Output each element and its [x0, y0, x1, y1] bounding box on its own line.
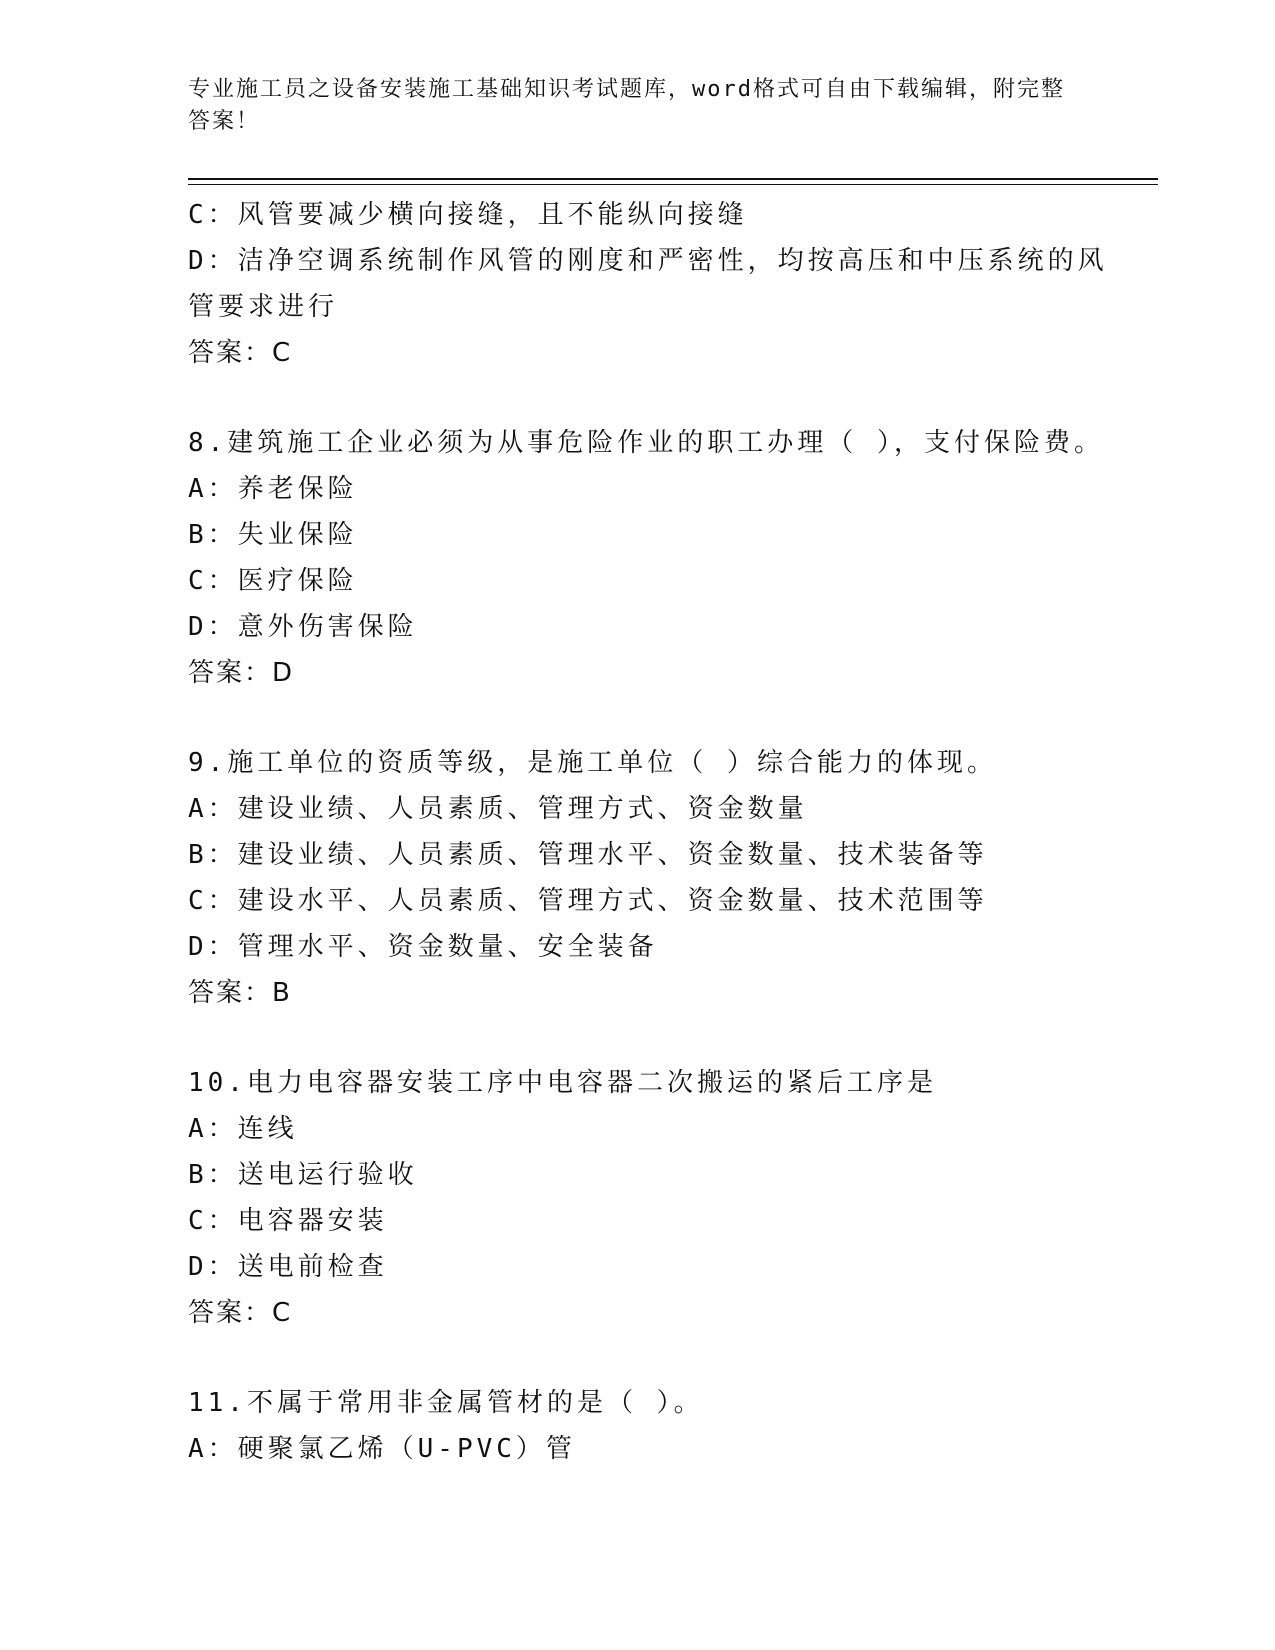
question-9	[188, 740, 1088, 1016]
spacer	[188, 696, 1088, 740]
option-d: D：管理水平、资金数量、安全装备	[188, 932, 658, 962]
question-8	[188, 420, 1104, 696]
header-divider-thick	[188, 178, 1158, 180]
option-a: A：建设业绩、人员素质、管理方式、资金数量	[188, 794, 808, 824]
option-a: A：硬聚氯乙烯（U-PVC）管	[188, 1434, 576, 1464]
option-d-line-2: 管要求进行	[188, 292, 339, 322]
option-b: B：失业保险	[188, 520, 358, 550]
option-a: A：养老保险	[188, 474, 358, 504]
option-d-line-1: D：洁净空调系统制作风管的刚度和严密性，均按高压和中压系统的风	[188, 246, 1108, 276]
spacer	[188, 1336, 1088, 1380]
question-stem: 10.电力电容器安装工序中电容器二次搬运的紧后工序是	[188, 1068, 937, 1098]
question-list	[188, 192, 1108, 1472]
answer: 答案：B	[188, 978, 292, 1008]
question-stem: 9.施工单位的资质等级，是施工单位（ ）综合能力的体现。	[188, 748, 997, 778]
document-header: 专业施工员之设备安装施工基础知识考试题库，word格式可自由下载编辑，附完整答案！	[188, 77, 1065, 134]
option-d: D：意外伤害保险	[188, 612, 418, 642]
option-d: D：送电前检查	[188, 1252, 388, 1282]
question-10	[188, 1060, 1088, 1336]
option-c: C：建设水平、人员素质、管理方式、资金数量、技术范围等	[188, 886, 988, 916]
question-11	[188, 1380, 1088, 1472]
option-c: C：风管要减少横向接缝，且不能纵向接缝	[188, 200, 748, 230]
question-7-tail	[188, 192, 1108, 376]
option-b: B：送电运行验收	[188, 1160, 418, 1190]
option-c: C：医疗保险	[188, 566, 358, 596]
question-stem: 8.建筑施工企业必须为从事危险作业的职工办理（ ），支付保险费。	[188, 428, 1104, 458]
spacer	[188, 376, 1088, 420]
spacer	[188, 1016, 1088, 1060]
header-divider-thin	[188, 184, 1158, 185]
question-stem: 11.不属于常用非金属管材的是（ ）。	[188, 1388, 704, 1418]
option-b: B：建设业绩、人员素质、管理水平、资金数量、技术装备等	[188, 840, 988, 870]
option-c: C：电容器安装	[188, 1206, 388, 1236]
option-a: A：连线	[188, 1114, 298, 1144]
answer: 答案：C	[188, 338, 293, 368]
answer: 答案：D	[188, 658, 295, 688]
answer: 答案：C	[188, 1298, 293, 1328]
